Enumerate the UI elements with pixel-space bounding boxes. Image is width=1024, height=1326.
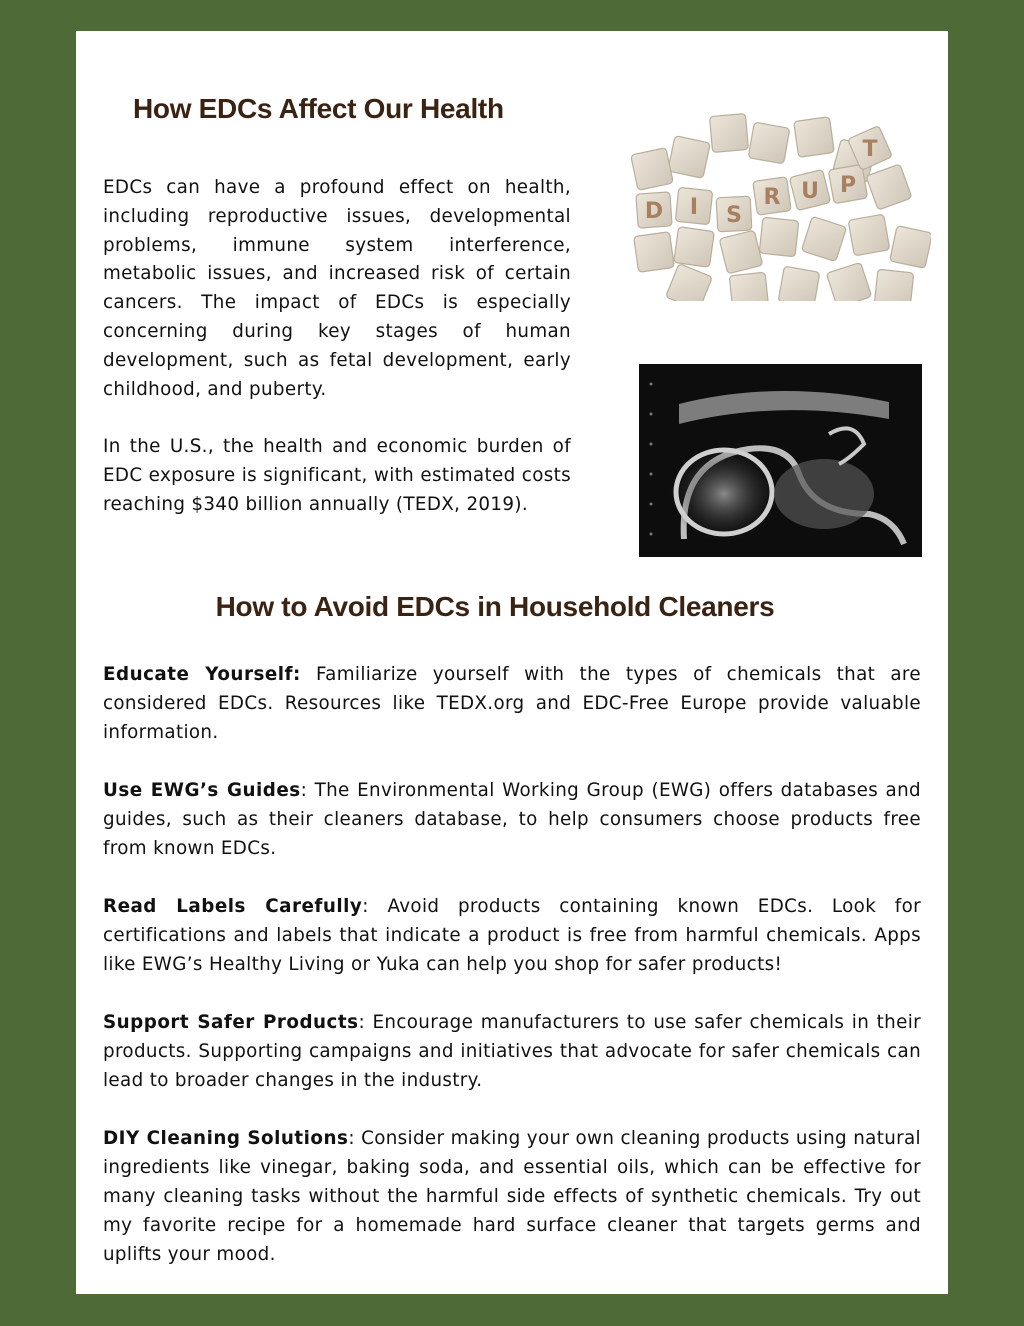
tip-title: Support Safer Products — [103, 1012, 359, 1033]
tile-letter: R — [763, 185, 781, 210]
ultrasound-image — [639, 364, 922, 557]
section-heading-health: How EDCs Affect Our Health — [133, 93, 504, 124]
tile-letter: S — [726, 203, 742, 228]
tip-text: : The Environmental Working Group (EWG) offers databases and guides, such as their cleaners database, to help consumers choose products free from known EDCs. — [103, 780, 921, 859]
tile-letter: T — [862, 137, 878, 162]
tip-ewg-guides — [103, 776, 921, 863]
tip-text: : Avoid products containing known EDCs. Look for certifications and labels that indicate a product is free from harmful chemicals. Apps like EWG’s Healthy Living or Yuka can help you shop for safer products! — [103, 896, 921, 975]
tile-letter: D — [644, 199, 664, 224]
disrupt-tiles-image — [631, 109, 931, 301]
tile-letter: P — [839, 173, 857, 198]
tip-support-safer — [103, 1008, 921, 1095]
tip-title: Use EWG’s Guides — [103, 780, 301, 801]
tip-text: Familiarize yourself with the types of chemicals that are considered EDCs. Resources like TEDX.org and EDC-Free Europe provide valuable information. — [103, 664, 921, 743]
paragraph-economic-burden: In the U.S., the health and economic burden of EDC exposure is significant, with estimated costs reaching $340 billion annually (TEDX, 2019). — [103, 436, 571, 515]
tip-title: DIY Cleaning Solutions — [103, 1128, 349, 1149]
tip-educate — [103, 660, 921, 747]
tile-letter: I — [689, 195, 699, 220]
paragraph-health-effects: EDCs can have a profound effect on health, including reproductive issues, developmental problems, immune system interference, metabolic issues, and increased risk of certain cancers. The impact of EDCs is especially concerning during key stages of human development, such as fetal development, early childhood, and puberty. — [103, 177, 571, 400]
tip-text: : Encourage manufacturers to use safer chemicals in their products. Supporting campaigns and initiatives that advocate for safer chemicals can lead to broader changes in the industry. — [103, 1012, 921, 1091]
tile-letter: U — [801, 179, 819, 204]
tip-diy-cleaning — [103, 1124, 921, 1269]
section-heading-avoid: How to Avoid EDCs in Household Cleaners — [215, 591, 775, 622]
health-intro-text — [103, 174, 571, 548]
tip-title: Educate Yourself: — [103, 664, 301, 685]
tips-list — [103, 660, 921, 1298]
tip-title: Read Labels Carefully — [103, 896, 363, 917]
document-page — [76, 31, 948, 1294]
tip-read-labels — [103, 892, 921, 979]
tip-text: : Consider making your own cleaning products using natural ingredients like vinegar, baking soda, and essential oils, which can be effective for many cleaning tasks without the harmful side effects of synthetic chemicals. Try out my favorite recipe for a homemade hard surface cleaner that targets germs and uplifts your mood. — [103, 1128, 921, 1265]
